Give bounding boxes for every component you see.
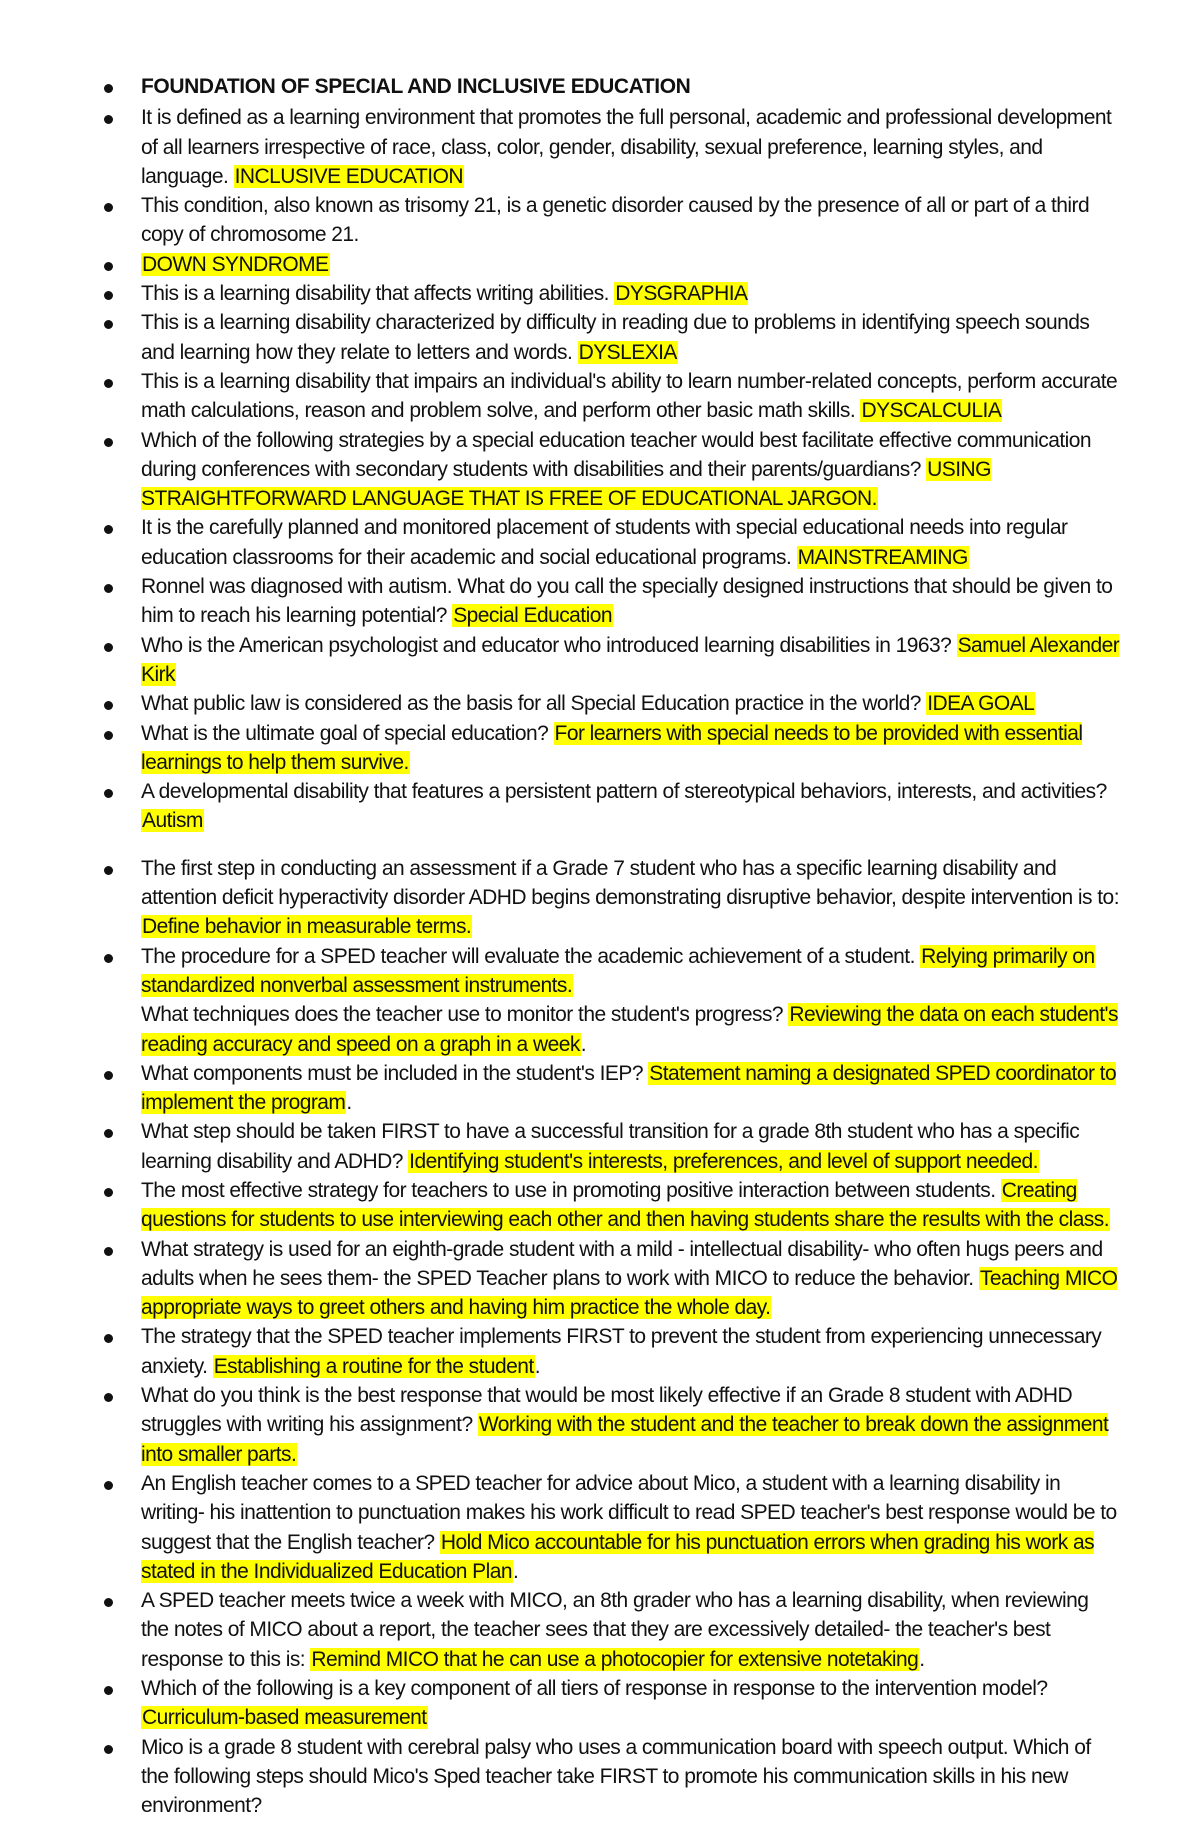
question-text: What components must be included in the student's IEP?: [141, 1061, 643, 1085]
answer-highlight: DYSGRAPHIA: [615, 282, 748, 306]
bullet-icon: [104, 84, 113, 93]
bullet-icon: [104, 320, 113, 329]
bullet-icon: [104, 1745, 113, 1754]
question-text: What do you think is the best response that would be most likely effective if an Grade 8 student with ADHD struggles with writing his assignment?: [141, 1384, 1073, 1437]
qa-item: [0, 689, 1200, 718]
qa-item: [0, 1059, 1200, 1118]
bullet-icon: [104, 379, 113, 388]
question-text: What step should be taken FIRST to have a successful transition for a grade 8th student who has a specific learning disability and ADHD?: [141, 1120, 1080, 1173]
question-text: This is a learning disability that impairs an individual's ability to learn number-related concepts, perform accurate math calculations, reason and problem solve, and perform other basic math skills.: [141, 369, 1118, 423]
answer-highlight: Creating questions for students to use interviewing each other and then having students share the results with the class.: [141, 1178, 1110, 1232]
question-text: The most effective strategy for teachers to use in promoting positive interaction between students.: [141, 1178, 996, 1202]
bullet-icon: [104, 1071, 113, 1080]
question-text: The strategy that the SPED teacher implements FIRST to prevent the student from experiencing unnecessary anxiety.: [141, 1325, 1102, 1378]
bullet-icon: [104, 701, 113, 710]
answer-highlight: Working with the student and the teacher to break down the assignment into smaller parts.: [141, 1413, 1109, 1466]
question-text: This is a learning disability that affects writing abilities.: [141, 282, 609, 306]
bullet-icon: [104, 291, 113, 300]
bullet-icon: [104, 1334, 113, 1343]
answer-highlight: Define behavior in measurable terms.: [142, 915, 472, 939]
qa-item: [0, 777, 1200, 836]
qa-item: [0, 1586, 1200, 1674]
document-title: FOUNDATION OF SPECIAL AND INCLUSIVE EDUCATION: [141, 75, 691, 98]
bullet-icon: [104, 203, 113, 212]
question-text: The procedure for a SPED teacher will evaluate the academic achievement of a student.: [141, 944, 915, 968]
answer-highlight: MAINSTREAMING: [797, 545, 968, 569]
answer-highlight: USING STRAIGHTFORWARD LANGUAGE THAT IS FREE OF EDUCATIONAL JARGON.: [141, 457, 991, 511]
question-text: It is defined as a learning environment that promotes the full personal, academic and professional development of all learners irrespective of race, class, color, gender, disability, sexual preference, learning styles, and language.: [141, 106, 1112, 188]
answer-highlight: INCLUSIVE EDUCATION: [234, 164, 463, 188]
qa-item: [0, 513, 1200, 572]
qa-item: [0, 854, 1200, 942]
document-title-item: [0, 72, 1200, 101]
answer-highlight: Teaching MICO appropriate ways to greet others and having him practice the whole day.: [141, 1266, 1118, 1320]
answer-highlight: Statement naming a designated SPED coordinator to implement the program: [141, 1061, 1117, 1115]
bullet-icon: [104, 1481, 113, 1490]
answer-highlight: DYSLEXIA: [578, 340, 677, 364]
bullet-icon: [104, 584, 113, 593]
qa-item: [0, 1381, 1200, 1469]
bullet-icon: [104, 1247, 113, 1256]
qa-item: [0, 942, 1200, 1001]
question-text: What is the ultimate goal of special education?: [141, 721, 549, 745]
bullet-icon: [104, 1393, 113, 1402]
bullet-icon: [104, 643, 113, 652]
qa-item: [0, 1235, 1200, 1323]
answer-highlight: Remind MICO that he can use a photocopier for extensive notetaking: [311, 1647, 919, 1671]
qa-item: [0, 426, 1200, 514]
question-text: This condition, also known as trisomy 21, is a genetic disorder caused by the presence of all or part of a third copy of chromosome 21.: [141, 194, 1090, 247]
answer-tail: .: [580, 1032, 587, 1056]
answer-highlight: Autism: [142, 809, 203, 833]
qa-item: [0, 631, 1200, 690]
question-text: Who is the American psychologist and educator who introduced learning disabilities in 1963?: [141, 633, 952, 657]
bullet-icon: [104, 866, 113, 875]
qa-item: [0, 367, 1200, 426]
question-text: Mico is a grade 8 student with cerebral palsy who uses a communication board with speech output. Which of the following steps should Mico's Sped teacher take FIRST to promote his communication skills in his new environment?: [141, 1735, 1091, 1818]
question-text: An English teacher comes to a SPED teacher for advice about Mico, a student with a learning disability in writing- his inattention to punctuation makes his work difficult to read SPED teacher's best response would be to suggest that the English teacher?: [141, 1471, 1117, 1554]
answer-highlight: Curriculum-based measurement: [142, 1706, 427, 1730]
answer-highlight: Establishing a routine for the student: [213, 1354, 534, 1378]
answer-highlight: Special Education: [453, 604, 612, 628]
question-text: A SPED teacher meets twice a week with MICO, an 8th grader who has a learning disability, when reviewing the notes of MICO about a report, the teacher sees that they are excessively detailed- the teacher's best response to this is:: [141, 1589, 1089, 1671]
qa-list: [0, 72, 1200, 1821]
question-text: Ronnel was diagnosed with autism. What do you call the specially designed instructions that should be given to him to reach his learning potential?: [141, 575, 1113, 628]
bullet-icon: [104, 954, 113, 963]
question-text: It is the carefully planned and monitored placement of students with special educational needs into regular education classrooms for their academic and social educational programs.: [141, 516, 1068, 569]
qa-item: [0, 1674, 1200, 1733]
answer-tail: .: [534, 1354, 540, 1378]
bullet-icon: [104, 438, 113, 447]
bullet-icon: [104, 1686, 113, 1695]
question-text: A developmental disability that features a persistent pattern of stereotypical behaviors, interests, and activities?: [141, 780, 1107, 804]
question-text: Which of the following is a key component of all tiers of response in response to the intervention model?: [141, 1677, 1048, 1701]
question-text: What public law is considered as the basis for all Special Education practice in the world?: [141, 692, 921, 716]
qa-item: [0, 572, 1200, 631]
bullet-icon: [104, 262, 113, 271]
qa-item: [0, 1469, 1200, 1586]
bullet-icon: [104, 1598, 113, 1607]
question-text: This is a learning disability characterized by difficulty in reading due to problems in identifying speech sounds and learning how they relate to letters and words.: [141, 311, 1090, 364]
answer-tail: .: [346, 1091, 352, 1115]
question-text: What strategy is used for an eighth-grade student with a mild - intellectual disability- who often hugs peers and adults when he sees them- the SPED Teacher plans to work with MICO to reduce the behavior.: [141, 1237, 1103, 1290]
qa-item: [0, 103, 1200, 191]
qa-item: [0, 1322, 1200, 1381]
answer-highlight: Hold Mico accountable for his punctuation errors when grading his work as stated in the Individualized Education Plan: [141, 1530, 1095, 1583]
bullet-icon: [104, 789, 113, 798]
question-text: The first step in conducting an assessment if a Grade 7 student who has a specific learning disability and attention deficit hyperactivity disorder ADHD begins demonstrating disruptive behavior, despite intervention is to:: [141, 856, 1119, 910]
qa-item: [0, 279, 1200, 308]
answer-highlight: DYSCALCULIA: [861, 399, 1002, 423]
answer-tail: .: [919, 1647, 925, 1671]
bullet-icon: [104, 731, 113, 740]
qa-item: [0, 1117, 1200, 1176]
answer-highlight: Relying primarily on standardized nonverbal assessment instruments.: [141, 944, 1095, 997]
qa-item: [0, 1733, 1200, 1821]
answer-highlight: DOWN SYNDROME: [142, 252, 329, 276]
answer-highlight: Samuel Alexander Kirk: [141, 633, 1120, 686]
bullet-icon: [104, 115, 113, 124]
bullet-icon: [104, 525, 113, 534]
qa-item: [0, 250, 1200, 279]
qa-item: [0, 1176, 1200, 1235]
answer-tail: .: [512, 1559, 519, 1583]
answer-highlight: For learners with special needs to be provided with essential learnings to help them survive.: [141, 721, 1083, 774]
qa-item: [0, 1000, 1200, 1059]
answer-highlight: Identifying student's interests, preferences, and level of support needed.: [409, 1149, 1038, 1173]
bullet-icon: [104, 1188, 113, 1197]
answer-highlight: Reviewing the data on each student's reading accuracy and speed on a graph in a week: [141, 1003, 1118, 1056]
question-text: What techniques does the teacher use to monitor the student's progress?: [141, 1003, 784, 1027]
question-text: Which of the following strategies by a special education teacher would best facilitate effective communication during conferences with secondary students with disabilities and their parents/guardians?: [141, 428, 1091, 481]
answer-highlight: IDEA GOAL: [927, 692, 1035, 716]
qa-item: [0, 719, 1200, 778]
qa-item: [0, 191, 1200, 250]
qa-item: [0, 308, 1200, 367]
bullet-icon: [104, 1129, 113, 1138]
